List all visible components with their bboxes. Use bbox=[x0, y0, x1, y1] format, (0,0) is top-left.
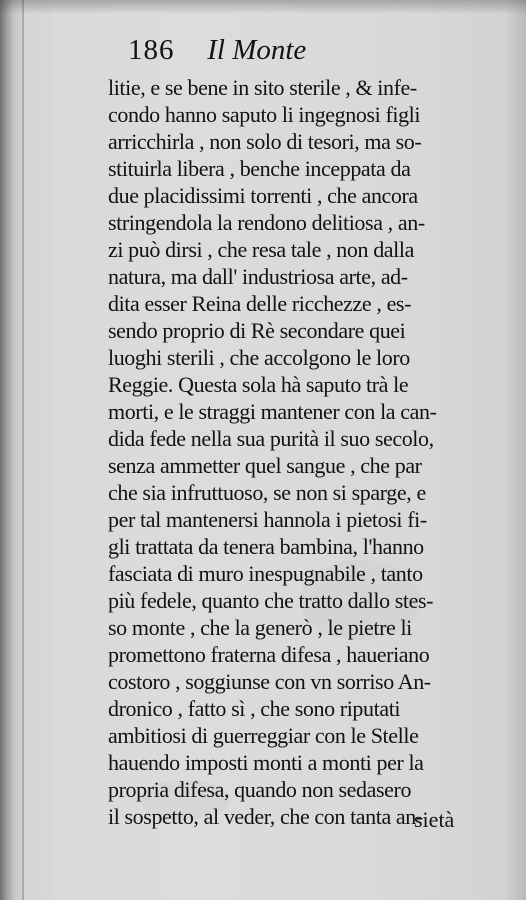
page-number: 186 bbox=[128, 34, 175, 66]
text-line: Reggie. Questa sola hà saputo trà le bbox=[108, 372, 409, 397]
page-edge-shadow bbox=[22, 0, 24, 900]
text-line: stringendola la rendono delitiosa , an- bbox=[108, 210, 425, 235]
text-line: senza ammetter quel sangue , che par bbox=[108, 453, 422, 478]
text-line: dronico , fatto sì , che sono riputati bbox=[108, 696, 401, 721]
book-gutter bbox=[0, 0, 52, 900]
text-line: luoghi sterili , che accolgono le loro bbox=[108, 345, 410, 370]
top-shadow bbox=[0, 0, 526, 14]
text-line: arricchirla , non solo di tesori, ma so- bbox=[108, 129, 422, 154]
text-line: stituirla libera , benche inceppata da bbox=[108, 156, 411, 181]
text-line: ambitiosi di guerreggiar con le Stelle bbox=[108, 723, 419, 748]
text-line: il sospetto, al veder, che con tanta an- bbox=[108, 804, 423, 829]
text-line: costoro , soggiunse con vn sorriso An- bbox=[108, 669, 431, 694]
text-line: più fedele, quanto che tratto dallo stes- bbox=[108, 588, 434, 613]
text-line: propria difesa, quando non sedasero bbox=[108, 777, 412, 802]
page-header bbox=[128, 30, 306, 70]
text-line: fasciata di muro inespugnabile , tanto bbox=[108, 561, 423, 586]
text-line: due placidissimi torrenti , che ancora bbox=[108, 183, 418, 208]
text-line: litie, e se bene in sito sterile , & infe- bbox=[108, 75, 417, 100]
catchword: sietà bbox=[414, 807, 455, 832]
text-line: hauendo imposti monti a monti per la bbox=[108, 750, 424, 775]
text-line: promettono fraterna difesa , haueriano bbox=[108, 642, 430, 667]
text-line: morti, e le straggi mantener con la can- bbox=[108, 399, 437, 424]
text-line: che sia infruttuoso, se non si sparge, e bbox=[108, 480, 426, 505]
text-line: so monte , che la generò , le pietre li bbox=[108, 615, 412, 640]
text-line: gli trattata da tenera bambina, l'hanno bbox=[108, 534, 424, 559]
text-line: dida fede nella sua purità il suo secolo, bbox=[108, 426, 434, 451]
text-line: per tal mantenersi hannola i pietosi fi- bbox=[108, 507, 427, 532]
text-line: dita esser Reina delle ricchezze , es- bbox=[108, 291, 412, 316]
text-line: natura, ma dall' industriosa arte, ad- bbox=[108, 264, 408, 289]
running-head: Il Monte bbox=[207, 34, 307, 66]
text-line: sendo proprio di Rè secondare quei bbox=[108, 318, 406, 343]
text-line: condo hanno saputo li ingegnosi figli bbox=[108, 102, 421, 127]
text-line: zi può dirsi , che resa tale , non dalla bbox=[108, 237, 414, 262]
